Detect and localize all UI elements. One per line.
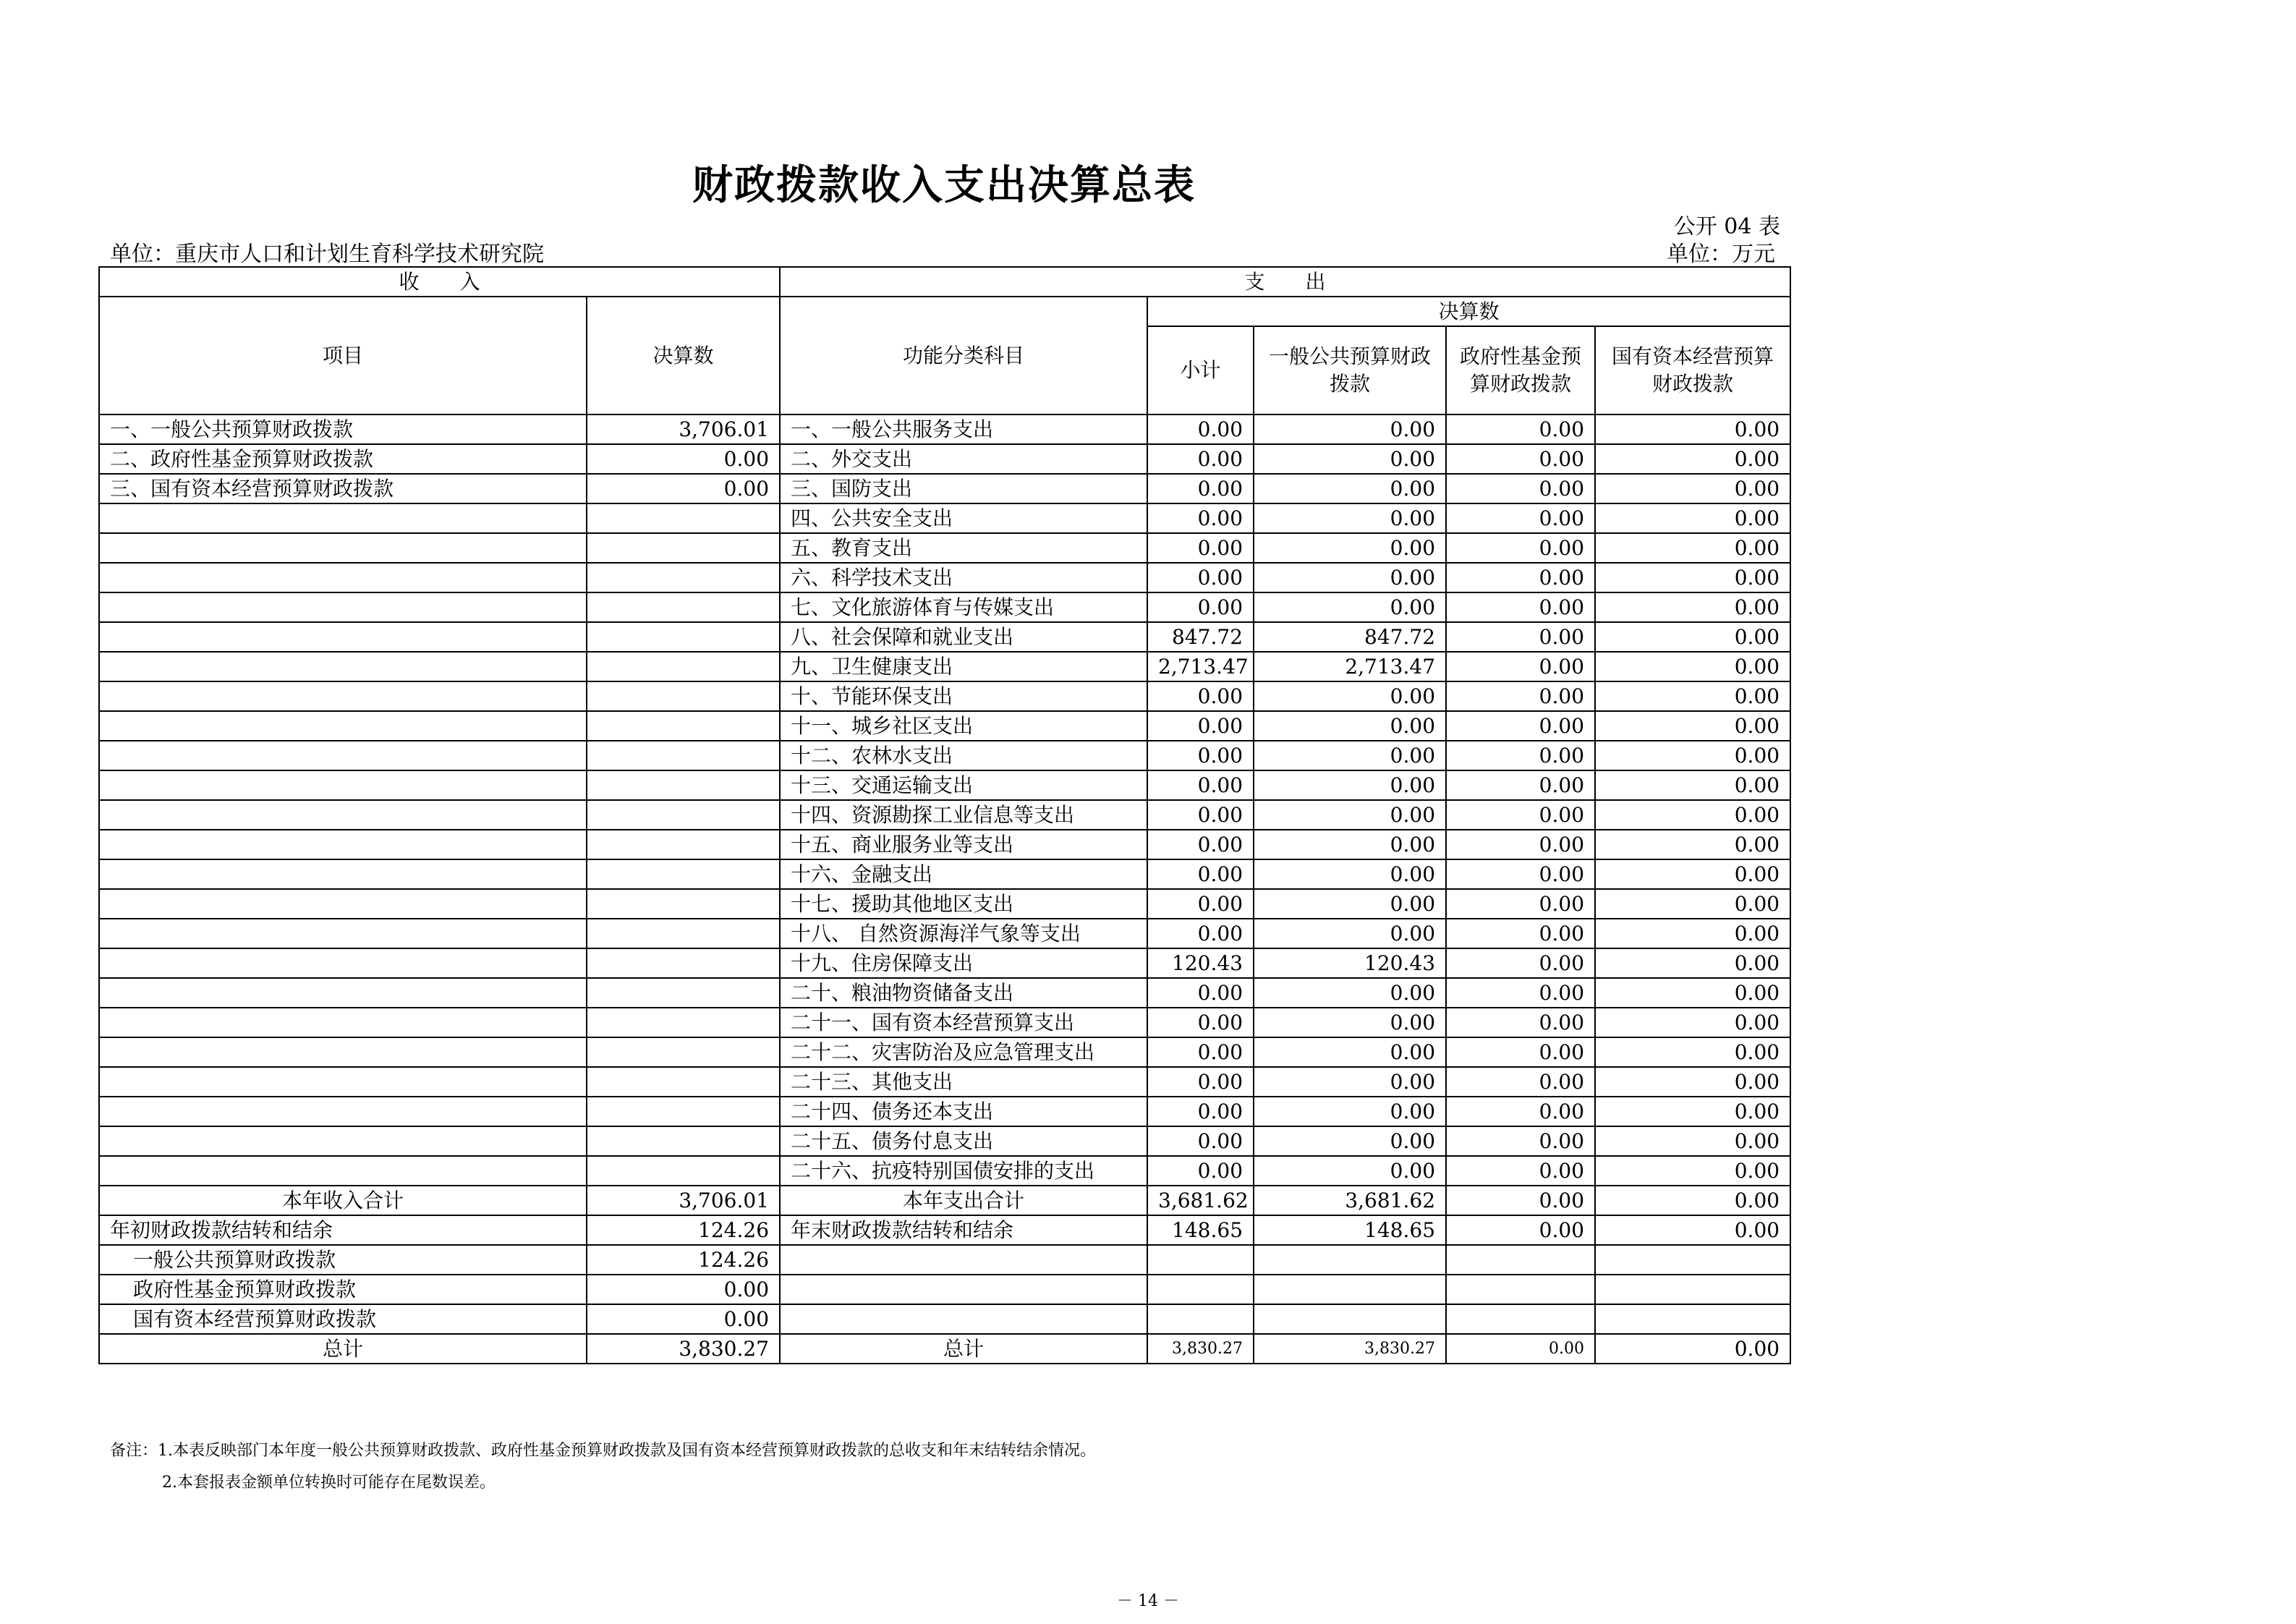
expense-fund-cell: 0.00: [1446, 414, 1595, 444]
end-carryover-fund: 0.00: [1446, 1215, 1595, 1245]
empty-cell: [1147, 1304, 1254, 1334]
expense-subtotal-cell: 0.00: [1147, 414, 1254, 444]
expense-capital-cell: 0.00: [1595, 592, 1790, 622]
expense-subtotal-cell: 0.00: [1147, 741, 1254, 770]
expense-total-fund: 0.00: [1446, 1186, 1595, 1215]
expense-fund-cell: 0.00: [1446, 741, 1595, 770]
income-amount-cell: [587, 622, 780, 652]
expense-general-cell: 0.00: [1254, 414, 1446, 444]
expense-general-cell: 0.00: [1254, 741, 1446, 770]
empty-cell: [1446, 1245, 1595, 1275]
expense-total-capital: 0.00: [1595, 1186, 1790, 1215]
expense-category-cell: 十九、住房保障支出: [780, 948, 1147, 978]
income-amount-cell: [587, 1037, 780, 1067]
end-carryover-general: 148.65: [1254, 1215, 1446, 1245]
expense-category-cell: 一、一般公共服务支出: [780, 414, 1147, 444]
expense-general-cell: 2,713.47: [1254, 652, 1446, 681]
expense-capital-cell: 0.00: [1595, 948, 1790, 978]
empty-cell: [1147, 1275, 1254, 1304]
income-amount-cell: [587, 711, 780, 741]
expense-subtotal-cell: 0.00: [1147, 681, 1254, 711]
expense-capital-cell: 0.00: [1595, 859, 1790, 889]
income-amount-cell: [587, 948, 780, 978]
expense-subtotal-cell: 0.00: [1147, 444, 1254, 474]
empty-cell: [1254, 1304, 1446, 1334]
income-amount-cell: [587, 652, 780, 681]
table-row: [99, 919, 1790, 948]
table-row: [99, 474, 1790, 503]
expense-fund-cell: 0.00: [1446, 681, 1595, 711]
expense-fund-cell: 0.00: [1446, 1156, 1595, 1186]
section-header-row: [99, 267, 1790, 297]
expense-fund-cell: 0.00: [1446, 474, 1595, 503]
item-column-header: 项目: [99, 297, 587, 414]
table-row: [99, 770, 1790, 800]
table-row: [99, 563, 1790, 592]
expense-fund-cell: 0.00: [1446, 622, 1595, 652]
expense-category-cell: 五、教育支出: [780, 533, 1147, 563]
income-amount-cell: [587, 592, 780, 622]
page-title: 财政拨款收入支出决算总表: [692, 162, 1196, 209]
income-item-cell: 一、一般公共预算财政拨款: [99, 414, 587, 444]
grand-total-general: 3,830.27: [1254, 1334, 1446, 1364]
table-row: [99, 1156, 1790, 1186]
expense-category-cell: 六、科学技术支出: [780, 563, 1147, 592]
table-row: [99, 859, 1790, 889]
income-item-cell: [99, 770, 587, 800]
expense-section-header: 支 出: [780, 267, 1790, 297]
income-item-cell: [99, 978, 587, 1008]
carryover-sub-row: [99, 1304, 1790, 1334]
expense-fund-cell: 0.00: [1446, 889, 1595, 919]
table-row: [99, 711, 1790, 741]
table-row: [99, 1067, 1790, 1097]
expense-general-cell: 847.72: [1254, 622, 1446, 652]
expense-capital-cell: 0.00: [1595, 1126, 1790, 1156]
expense-category-cell: 二十六、抗疫特别国债安排的支出: [780, 1156, 1147, 1186]
income-amount-cell: [587, 563, 780, 592]
income-amount-column-header: 决算数: [587, 297, 780, 414]
grand-total-capital: 0.00: [1595, 1334, 1790, 1364]
expense-category-cell: 十五、商业服务业等支出: [780, 830, 1147, 859]
income-item-cell: [99, 889, 587, 919]
expense-fund-cell: 0.00: [1446, 711, 1595, 741]
expense-category-cell: 二十、粮油物资储备支出: [780, 978, 1147, 1008]
table-row: [99, 503, 1790, 533]
expense-subtotal-cell: 0.00: [1147, 770, 1254, 800]
income-item-cell: [99, 919, 587, 948]
income-amount-cell: 0.00: [587, 474, 780, 503]
expense-fund-cell: 0.00: [1446, 444, 1595, 474]
income-amount-cell: [587, 1067, 780, 1097]
income-item-cell: [99, 1037, 587, 1067]
empty-cell: [1254, 1275, 1446, 1304]
expense-capital-cell: 0.00: [1595, 1156, 1790, 1186]
income-item-cell: 三、国有资本经营预算财政拨款: [99, 474, 587, 503]
expense-capital-cell: 0.00: [1595, 533, 1790, 563]
state-capital-column-header: 国有资本经营预算财政拨款: [1595, 326, 1790, 414]
expense-fund-cell: 0.00: [1446, 1037, 1595, 1067]
expense-general-cell: 0.00: [1254, 711, 1446, 741]
expense-category-cell: 七、文化旅游体育与传媒支出: [780, 592, 1147, 622]
expense-general-cell: 0.00: [1254, 859, 1446, 889]
expense-total-general: 3,681.62: [1254, 1186, 1446, 1215]
table-row: [99, 948, 1790, 978]
expense-general-cell: 0.00: [1254, 444, 1446, 474]
expense-fund-cell: 0.00: [1446, 592, 1595, 622]
expense-category-cell: 九、卫生健康支出: [780, 652, 1147, 681]
expense-general-cell: 0.00: [1254, 681, 1446, 711]
expense-subtotal-cell: 0.00: [1147, 889, 1254, 919]
end-carryover-subtotal: 148.65: [1147, 1215, 1254, 1245]
table-row: [99, 978, 1790, 1008]
expense-capital-cell: 0.00: [1595, 800, 1790, 830]
expense-subtotal-cell: 0.00: [1147, 711, 1254, 741]
expense-capital-cell: 0.00: [1595, 1008, 1790, 1037]
expense-amount-group-header: 决算数: [1147, 297, 1790, 326]
expense-subtotal-cell: 0.00: [1147, 1097, 1254, 1126]
table-row: [99, 444, 1790, 474]
expense-general-cell: 0.00: [1254, 1126, 1446, 1156]
income-item-cell: [99, 592, 587, 622]
table-row: [99, 681, 1790, 711]
expense-fund-cell: 0.00: [1446, 830, 1595, 859]
income-amount-cell: [587, 800, 780, 830]
expense-general-cell: 0.00: [1254, 919, 1446, 948]
expense-category-cell: 八、社会保障和就业支出: [780, 622, 1147, 652]
expense-general-cell: 0.00: [1254, 800, 1446, 830]
expense-capital-cell: 0.00: [1595, 889, 1790, 919]
empty-cell: [780, 1245, 1147, 1275]
form-number: 公开 04 表: [1673, 214, 1780, 239]
income-item-cell: [99, 1097, 587, 1126]
expense-category-cell: 二十一、国有资本经营预算支出: [780, 1008, 1147, 1037]
empty-cell: [1595, 1245, 1790, 1275]
carryover-sub-amount: 0.00: [587, 1275, 780, 1304]
expense-subtotal-cell: 0.00: [1147, 1008, 1254, 1037]
income-item-cell: [99, 741, 587, 770]
income-item-cell: [99, 533, 587, 563]
expense-capital-cell: 0.00: [1595, 770, 1790, 800]
income-item-cell: [99, 681, 587, 711]
carryover-sub-amount: 124.26: [587, 1245, 780, 1275]
table-row: [99, 652, 1790, 681]
expense-general-cell: 0.00: [1254, 889, 1446, 919]
expense-general-cell: 0.00: [1254, 533, 1446, 563]
empty-cell: [1446, 1275, 1595, 1304]
expense-subtotal-cell: 847.72: [1147, 622, 1254, 652]
income-item-cell: [99, 1156, 587, 1186]
grand-total-fund: 0.00: [1446, 1334, 1595, 1364]
expense-category-cell: 十六、金融支出: [780, 859, 1147, 889]
expense-subtotal-cell: 0.00: [1147, 978, 1254, 1008]
expense-capital-cell: 0.00: [1595, 978, 1790, 1008]
empty-cell: [1595, 1275, 1790, 1304]
expense-fund-cell: 0.00: [1446, 800, 1595, 830]
expense-category-cell: 十四、资源勘探工业信息等支出: [780, 800, 1147, 830]
empty-cell: [1595, 1304, 1790, 1334]
table-row: [99, 1097, 1790, 1126]
expense-category-cell: 二、外交支出: [780, 444, 1147, 474]
expense-capital-cell: 0.00: [1595, 444, 1790, 474]
expense-category-cell: 十、节能环保支出: [780, 681, 1147, 711]
expense-general-cell: 0.00: [1254, 1037, 1446, 1067]
page-number: － 14 －: [1117, 1592, 1179, 1610]
expense-subtotal-cell: 0.00: [1147, 503, 1254, 533]
carryover-sub-row: [99, 1245, 1790, 1275]
income-total-amount: 3,706.01: [587, 1186, 780, 1215]
empty-cell: [1254, 1245, 1446, 1275]
income-amount-cell: [587, 859, 780, 889]
expense-general-cell: 0.00: [1254, 1097, 1446, 1126]
expense-subtotal-cell: 0.00: [1147, 919, 1254, 948]
expense-general-cell: 0.00: [1254, 1156, 1446, 1186]
expense-capital-cell: 0.00: [1595, 503, 1790, 533]
expense-subtotal-cell: 120.43: [1147, 948, 1254, 978]
income-amount-cell: [587, 978, 780, 1008]
expense-capital-cell: 0.00: [1595, 741, 1790, 770]
expense-fund-cell: 0.00: [1446, 978, 1595, 1008]
footnotes: [110, 1435, 1096, 1499]
expense-category-cell: 二十四、债务还本支出: [780, 1097, 1147, 1126]
expense-subtotal-cell: 0.00: [1147, 859, 1254, 889]
grand-total-row: [99, 1334, 1790, 1364]
expense-subtotal-cell: 0.00: [1147, 592, 1254, 622]
income-amount-cell: [587, 770, 780, 800]
reporting-unit: 单位：重庆市人口和计划生育科学技术研究院: [110, 242, 544, 267]
expense-fund-cell: 0.00: [1446, 503, 1595, 533]
table-row: [99, 741, 1790, 770]
empty-cell: [780, 1275, 1147, 1304]
subtotal-column-header: 小计: [1147, 326, 1254, 414]
expense-general-cell: 0.00: [1254, 770, 1446, 800]
footnote-2: 2.本套报表金额单位转换时可能存在尾数误差。: [162, 1474, 496, 1492]
end-carryover-capital: 0.00: [1595, 1215, 1790, 1245]
expense-subtotal-cell: 0.00: [1147, 563, 1254, 592]
expense-general-cell: 0.00: [1254, 563, 1446, 592]
table-row: [99, 533, 1790, 563]
expense-capital-cell: 0.00: [1595, 622, 1790, 652]
gov-fund-column-header: 政府性基金预算财政拨款: [1446, 326, 1595, 414]
expense-subtotal-cell: 0.00: [1147, 1126, 1254, 1156]
income-amount-cell: [587, 1126, 780, 1156]
expense-category-cell: 二十二、灾害防治及应急管理支出: [780, 1037, 1147, 1067]
income-amount-cell: 3,706.01: [587, 414, 780, 444]
expense-general-cell: 0.00: [1254, 503, 1446, 533]
income-item-cell: [99, 1126, 587, 1156]
carryover-sub-item: 政府性基金预算财政拨款: [99, 1275, 587, 1304]
expense-subtotal-cell: 0.00: [1147, 474, 1254, 503]
begin-carryover-label: 年初财政拨款结转和结余: [99, 1215, 587, 1245]
begin-carryover-amount: 124.26: [587, 1215, 780, 1245]
expense-subtotal-cell: 0.00: [1147, 1037, 1254, 1067]
empty-cell: [780, 1304, 1147, 1334]
expense-fund-cell: 0.00: [1446, 533, 1595, 563]
expense-general-cell: 0.00: [1254, 978, 1446, 1008]
income-amount-cell: [587, 533, 780, 563]
income-item-cell: [99, 622, 587, 652]
expense-general-cell: 120.43: [1254, 948, 1446, 978]
income-item-cell: [99, 830, 587, 859]
expense-fund-cell: 0.00: [1446, 563, 1595, 592]
income-item-cell: [99, 800, 587, 830]
expense-fund-cell: 0.00: [1446, 859, 1595, 889]
income-amount-cell: [587, 741, 780, 770]
expense-category-cell: 四、公共安全支出: [780, 503, 1147, 533]
expense-fund-cell: 0.00: [1446, 652, 1595, 681]
carryover-sub-item: 国有资本经营预算财政拨款: [99, 1304, 587, 1334]
year-total-row: [99, 1186, 1790, 1215]
income-amount-cell: [587, 1008, 780, 1037]
expense-capital-cell: 0.00: [1595, 414, 1790, 444]
empty-cell: [1446, 1304, 1595, 1334]
table-row: [99, 889, 1790, 919]
expense-general-cell: 0.00: [1254, 830, 1446, 859]
general-public-column-header: 一般公共预算财政拨款: [1254, 326, 1446, 414]
expense-category-cell: 十二、农林水支出: [780, 741, 1147, 770]
carryover-sub-item: 一般公共预算财政拨款: [99, 1245, 587, 1275]
table-row: [99, 414, 1790, 444]
income-section-header: 收 入: [99, 267, 780, 297]
expense-subtotal-cell: 2,713.47: [1147, 652, 1254, 681]
income-amount-cell: [587, 830, 780, 859]
table-row: [99, 1037, 1790, 1067]
expense-subtotal-cell: 0.00: [1147, 533, 1254, 563]
expense-capital-cell: 0.00: [1595, 563, 1790, 592]
income-total-label: 本年收入合计: [99, 1186, 587, 1215]
expense-subtotal-cell: 0.00: [1147, 830, 1254, 859]
income-item-cell: [99, 711, 587, 741]
table-row: [99, 800, 1790, 830]
expense-category-cell: 十三、交通运输支出: [780, 770, 1147, 800]
expense-fund-cell: 0.00: [1446, 948, 1595, 978]
empty-cell: [1147, 1245, 1254, 1275]
expense-category-cell: 三、国防支出: [780, 474, 1147, 503]
income-item-cell: [99, 948, 587, 978]
income-amount-cell: [587, 919, 780, 948]
expense-fund-cell: 0.00: [1446, 1126, 1595, 1156]
expense-capital-cell: 0.00: [1595, 474, 1790, 503]
expense-subtotal-cell: 0.00: [1147, 800, 1254, 830]
carryover-sub-row: [99, 1275, 1790, 1304]
income-item-cell: [99, 1067, 587, 1097]
grand-total-income-amount: 3,830.27: [587, 1334, 780, 1364]
expense-fund-cell: 0.00: [1446, 1067, 1595, 1097]
table-row: [99, 622, 1790, 652]
expense-capital-cell: 0.00: [1595, 1097, 1790, 1126]
grand-total-expense-label: 总计: [780, 1334, 1147, 1364]
expense-capital-cell: 0.00: [1595, 919, 1790, 948]
appropriation-summary-table: [98, 266, 1791, 1364]
expense-capital-cell: 0.00: [1595, 711, 1790, 741]
expense-general-cell: 0.00: [1254, 1067, 1446, 1097]
income-amount-cell: [587, 889, 780, 919]
expense-fund-cell: 0.00: [1446, 1097, 1595, 1126]
expense-category-cell: 二十五、债务付息支出: [780, 1126, 1147, 1156]
function-category-column-header: 功能分类科目: [780, 297, 1147, 414]
income-amount-cell: [587, 1097, 780, 1126]
income-item-cell: [99, 859, 587, 889]
income-amount-cell: [587, 503, 780, 533]
carryover-row: [99, 1215, 1790, 1245]
expense-total-label: 本年支出合计: [780, 1186, 1147, 1215]
end-carryover-label: 年末财政拨款结转和结余: [780, 1215, 1147, 1245]
expense-general-cell: 0.00: [1254, 592, 1446, 622]
expense-subtotal-cell: 0.00: [1147, 1067, 1254, 1097]
expense-general-cell: 0.00: [1254, 474, 1446, 503]
column-header-row: [99, 297, 1790, 326]
expense-category-cell: 十一、城乡社区支出: [780, 711, 1147, 741]
income-item-cell: [99, 652, 587, 681]
grand-total-subtotal: 3,830.27: [1147, 1334, 1254, 1364]
expense-fund-cell: 0.00: [1446, 919, 1595, 948]
expense-subtotal-cell: 0.00: [1147, 1156, 1254, 1186]
income-item-cell: [99, 503, 587, 533]
table-row: [99, 830, 1790, 859]
income-item-cell: [99, 1008, 587, 1037]
expense-capital-cell: 0.00: [1595, 1037, 1790, 1067]
expense-capital-cell: 0.00: [1595, 1067, 1790, 1097]
grand-total-income-label: 总计: [99, 1334, 587, 1364]
expense-category-cell: 十八、 自然资源海洋气象等支出: [780, 919, 1147, 948]
expense-fund-cell: 0.00: [1446, 1008, 1595, 1037]
expense-total-subtotal: 3,681.62: [1147, 1186, 1254, 1215]
expense-capital-cell: 0.00: [1595, 652, 1790, 681]
table-row: [99, 592, 1790, 622]
expense-general-cell: 0.00: [1254, 1008, 1446, 1037]
expense-capital-cell: 0.00: [1595, 681, 1790, 711]
income-amount-cell: 0.00: [587, 444, 780, 474]
table-row: [99, 1008, 1790, 1037]
currency-unit: 单位：万元: [1667, 242, 1775, 267]
footnote-1: 备注：1.本表反映部门本年度一般公共预算财政拨款、政府性基金预算财政拨款及国有资本经营预算财政拨款的总收支和年末结转结余情况。: [110, 1442, 1096, 1460]
income-amount-cell: [587, 681, 780, 711]
income-item-cell: [99, 563, 587, 592]
carryover-sub-amount: 0.00: [587, 1304, 780, 1334]
expense-capital-cell: 0.00: [1595, 830, 1790, 859]
income-amount-cell: [587, 1156, 780, 1186]
expense-category-cell: 二十三、其他支出: [780, 1067, 1147, 1097]
income-item-cell: 二、政府性基金预算财政拨款: [99, 444, 587, 474]
expense-category-cell: 十七、援助其他地区支出: [780, 889, 1147, 919]
table-row: [99, 1126, 1790, 1156]
expense-fund-cell: 0.00: [1446, 770, 1595, 800]
